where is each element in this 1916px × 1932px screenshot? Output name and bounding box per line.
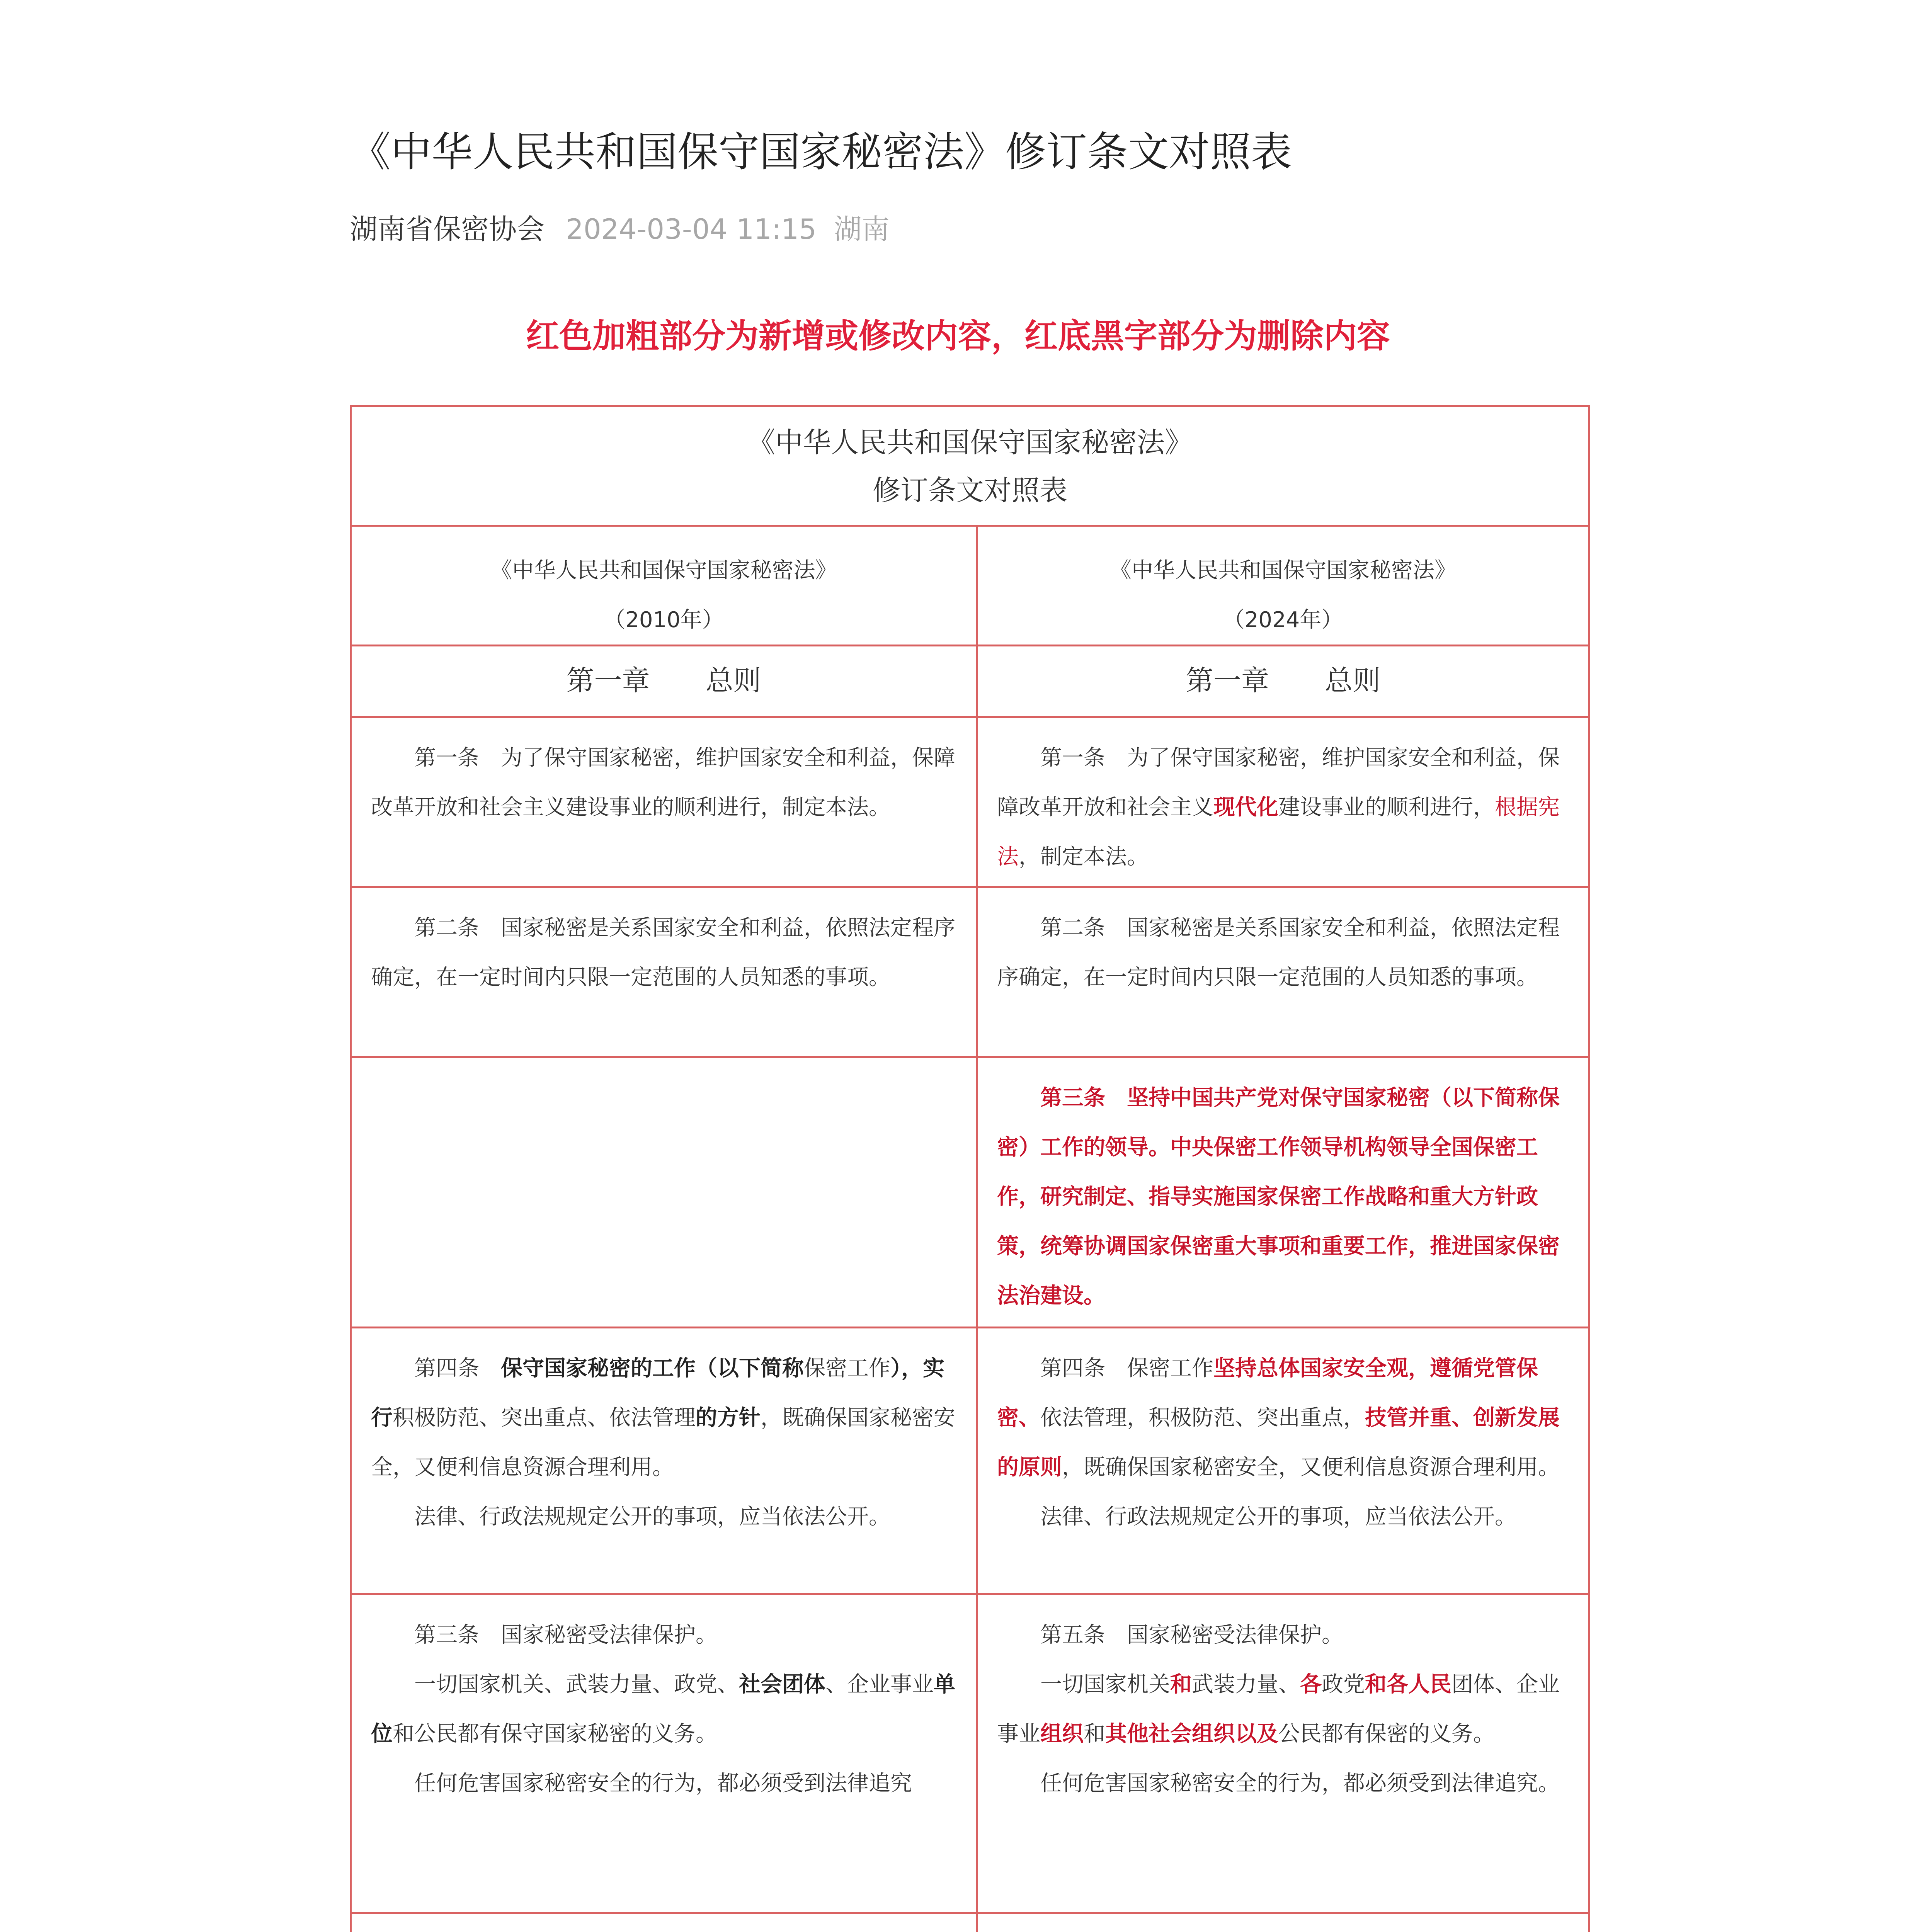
article-text: 和公民都有保守国家秘密的义务。 (393, 1721, 717, 1747)
article-paragraph (997, 1660, 1569, 1759)
article-paragraph (371, 903, 956, 1002)
article-paragraph (997, 1492, 1569, 1542)
article-text: 第一条 为了保守国家秘密，维护国家安全和利益，保障改革开放和社会主义 (997, 745, 1560, 820)
article-2010 (352, 888, 978, 1056)
article-text: 第五条 国家秘密受法律保护。 (1040, 1622, 1343, 1648)
article-2024 (978, 1914, 1588, 1932)
article-2010 (352, 718, 978, 886)
article-text: ，既确保国家秘密安全，又便利信息资源合理利用。 (1062, 1455, 1560, 1480)
article-text: 依法管理，积极防范、突出重点， (1040, 1405, 1365, 1430)
article-text: 政党 (1322, 1672, 1365, 1697)
legend-notice: 红色加粗部分为新增或修改内容，红底黑字部分为删除内容 (526, 317, 1390, 355)
article-text: 任何危害国家秘密安全的行为，都必须受到法律追究 (414, 1771, 912, 1796)
table-row (352, 1058, 1588, 1328)
comparison-table (350, 405, 1590, 1932)
article-2010 (352, 1914, 978, 1932)
article-text: 第四条 保密工作 (1040, 1356, 1213, 1381)
header-2024-name: 《中华人民共和国保守国家秘密法》 (1110, 558, 1456, 583)
article-text: 第二条 国家秘密是关系国家安全和利益，依照法定程序确定，在一定时间内只限一定范围的人员知悉的事项。 (997, 915, 1560, 990)
article-2024 (978, 888, 1588, 1056)
article-2024 (978, 1328, 1588, 1593)
table-caption (352, 407, 1588, 525)
article-text: 团体、企业事业 (997, 1672, 1560, 1747)
changed-text: 现代化 (1213, 795, 1278, 820)
author-name[interactable]: 湖南省保密协会 (350, 213, 545, 245)
article-text: 建设事业的顺利进行， (1278, 795, 1495, 820)
article-meta (350, 213, 890, 246)
article-text: 第三条 国家秘密受法律保护。 (414, 1622, 717, 1648)
table-caption-line2: 修订条文对照表 (872, 474, 1067, 507)
table-row (352, 1914, 1588, 1932)
article-paragraph (371, 1492, 956, 1542)
article-paragraph (371, 1344, 956, 1492)
changed-text: 各 (1300, 1672, 1322, 1697)
chapter-title-2024: 第一章 总则 (1185, 664, 1380, 697)
table-caption-row (352, 407, 1588, 527)
header-2024-year: （2024年） (1223, 607, 1343, 633)
chapter-title-2010: 第一章 总则 (352, 646, 978, 716)
changed-text: 社会团体 (739, 1672, 825, 1697)
article-paragraph (997, 1344, 1569, 1492)
changed-text: 其他社会组织以及 (1105, 1721, 1278, 1747)
article-2010 (352, 1595, 978, 1912)
article-text: ，制定本法。 (1019, 844, 1149, 869)
article-text: 保密工作 (804, 1356, 890, 1381)
article-2010-empty (352, 1058, 978, 1327)
article-text: 任何危害国家秘密安全的行为，都必须受到法律追究。 (1040, 1771, 1560, 1796)
article-text: 和 (1084, 1721, 1105, 1747)
table-row (352, 1328, 1588, 1595)
table-row (352, 888, 1588, 1058)
publish-location: 湖南 (834, 213, 890, 245)
chapter-row (352, 646, 1588, 718)
table-row (352, 718, 1588, 888)
article-text: 一切国家机关、武装力量、政党、 (414, 1672, 739, 1697)
article-text: 积极防范、突出重点、依法管理 (393, 1405, 696, 1430)
changed-text: 组织 (1040, 1721, 1084, 1747)
article-paragraph (371, 1759, 956, 1808)
article-paragraph (997, 903, 1569, 1002)
changed-text: 和 (1170, 1672, 1192, 1697)
changed-text: 根据宪法 (997, 795, 1560, 869)
article-paragraph (997, 1929, 1569, 1932)
article-text: 第一条 为了保守国家秘密，维护国家安全和利益，保障改革开放和社会主义建设事业的顺利进行，制定本法。 (371, 745, 955, 820)
changed-text: 坚持总体国家安全观，遵循党管保密、 (997, 1356, 1538, 1430)
changed-text: 第三条 坚持中国共产党对保守国家秘密（以下简称保密）工作的领导。中央保密工作领导机构领导全国保密工作，研究制定、指导实施国家保密工作战略和重大方针政策，统筹协调国家保密重大事项和重要工作，推进国家保密法治建设。 (997, 1085, 1560, 1308)
changed-text: 技管并重、创新发展的原则 (997, 1405, 1560, 1480)
article-text: 武装力量、 (1192, 1672, 1300, 1697)
table-row (352, 1595, 1588, 1914)
header-2024 (978, 527, 1588, 645)
article-text: ，既确保国家秘密安全，又便利信息资源合理利用。 (371, 1405, 955, 1480)
article-2024 (978, 1058, 1588, 1327)
article-2024 (978, 1595, 1588, 1912)
article-paragraph (371, 1611, 956, 1660)
article-paragraph (997, 1759, 1569, 1808)
article-paragraph (371, 1660, 956, 1759)
header-2010 (352, 527, 978, 645)
article-2010 (352, 1328, 978, 1593)
article-text: 法律、行政法规规定公开的事项，应当依法公开。 (1040, 1504, 1516, 1529)
changed-text: 保守国家秘密的工作（以下简称 (501, 1356, 804, 1381)
article-text: 第四条 (414, 1356, 501, 1381)
article-2024 (978, 718, 1588, 886)
article-paragraph (371, 1929, 956, 1932)
changed-text: 和各人民 (1365, 1672, 1451, 1697)
article-text: 公民都有保密的义务。 (1278, 1721, 1495, 1747)
article-paragraph (997, 1073, 1569, 1321)
table-version-row (352, 527, 1588, 646)
changed-text: 的方针 (696, 1405, 761, 1430)
header-2010-name: 《中华人民共和国保守国家秘密法》 (490, 558, 837, 583)
article-paragraph (997, 1611, 1569, 1660)
header-2010-year: （2010年） (604, 607, 724, 633)
article-text: 法律、行政法规规定公开的事项，应当依法公开。 (414, 1504, 890, 1529)
article-text: 一切国家机关 (1040, 1672, 1170, 1697)
changed-text: 单位 (371, 1672, 955, 1747)
table-caption-line1: 《中华人民共和国保守国家秘密法》 (747, 426, 1193, 459)
changed-text: ），实行 (371, 1356, 944, 1430)
article-title: 《中华人民共和国保守国家秘密法》修订条文对照表 (350, 128, 1292, 176)
publish-time: 2024-03-04 11:15 (566, 213, 817, 245)
article-text: 、企业事业 (825, 1672, 934, 1697)
article-paragraph (997, 733, 1569, 882)
article-text: 第二条 国家秘密是关系国家安全和利益，依照法定程序确定，在一定时间内只限一定范围的人员知悉的事项。 (371, 915, 955, 990)
article-paragraph (371, 733, 956, 832)
